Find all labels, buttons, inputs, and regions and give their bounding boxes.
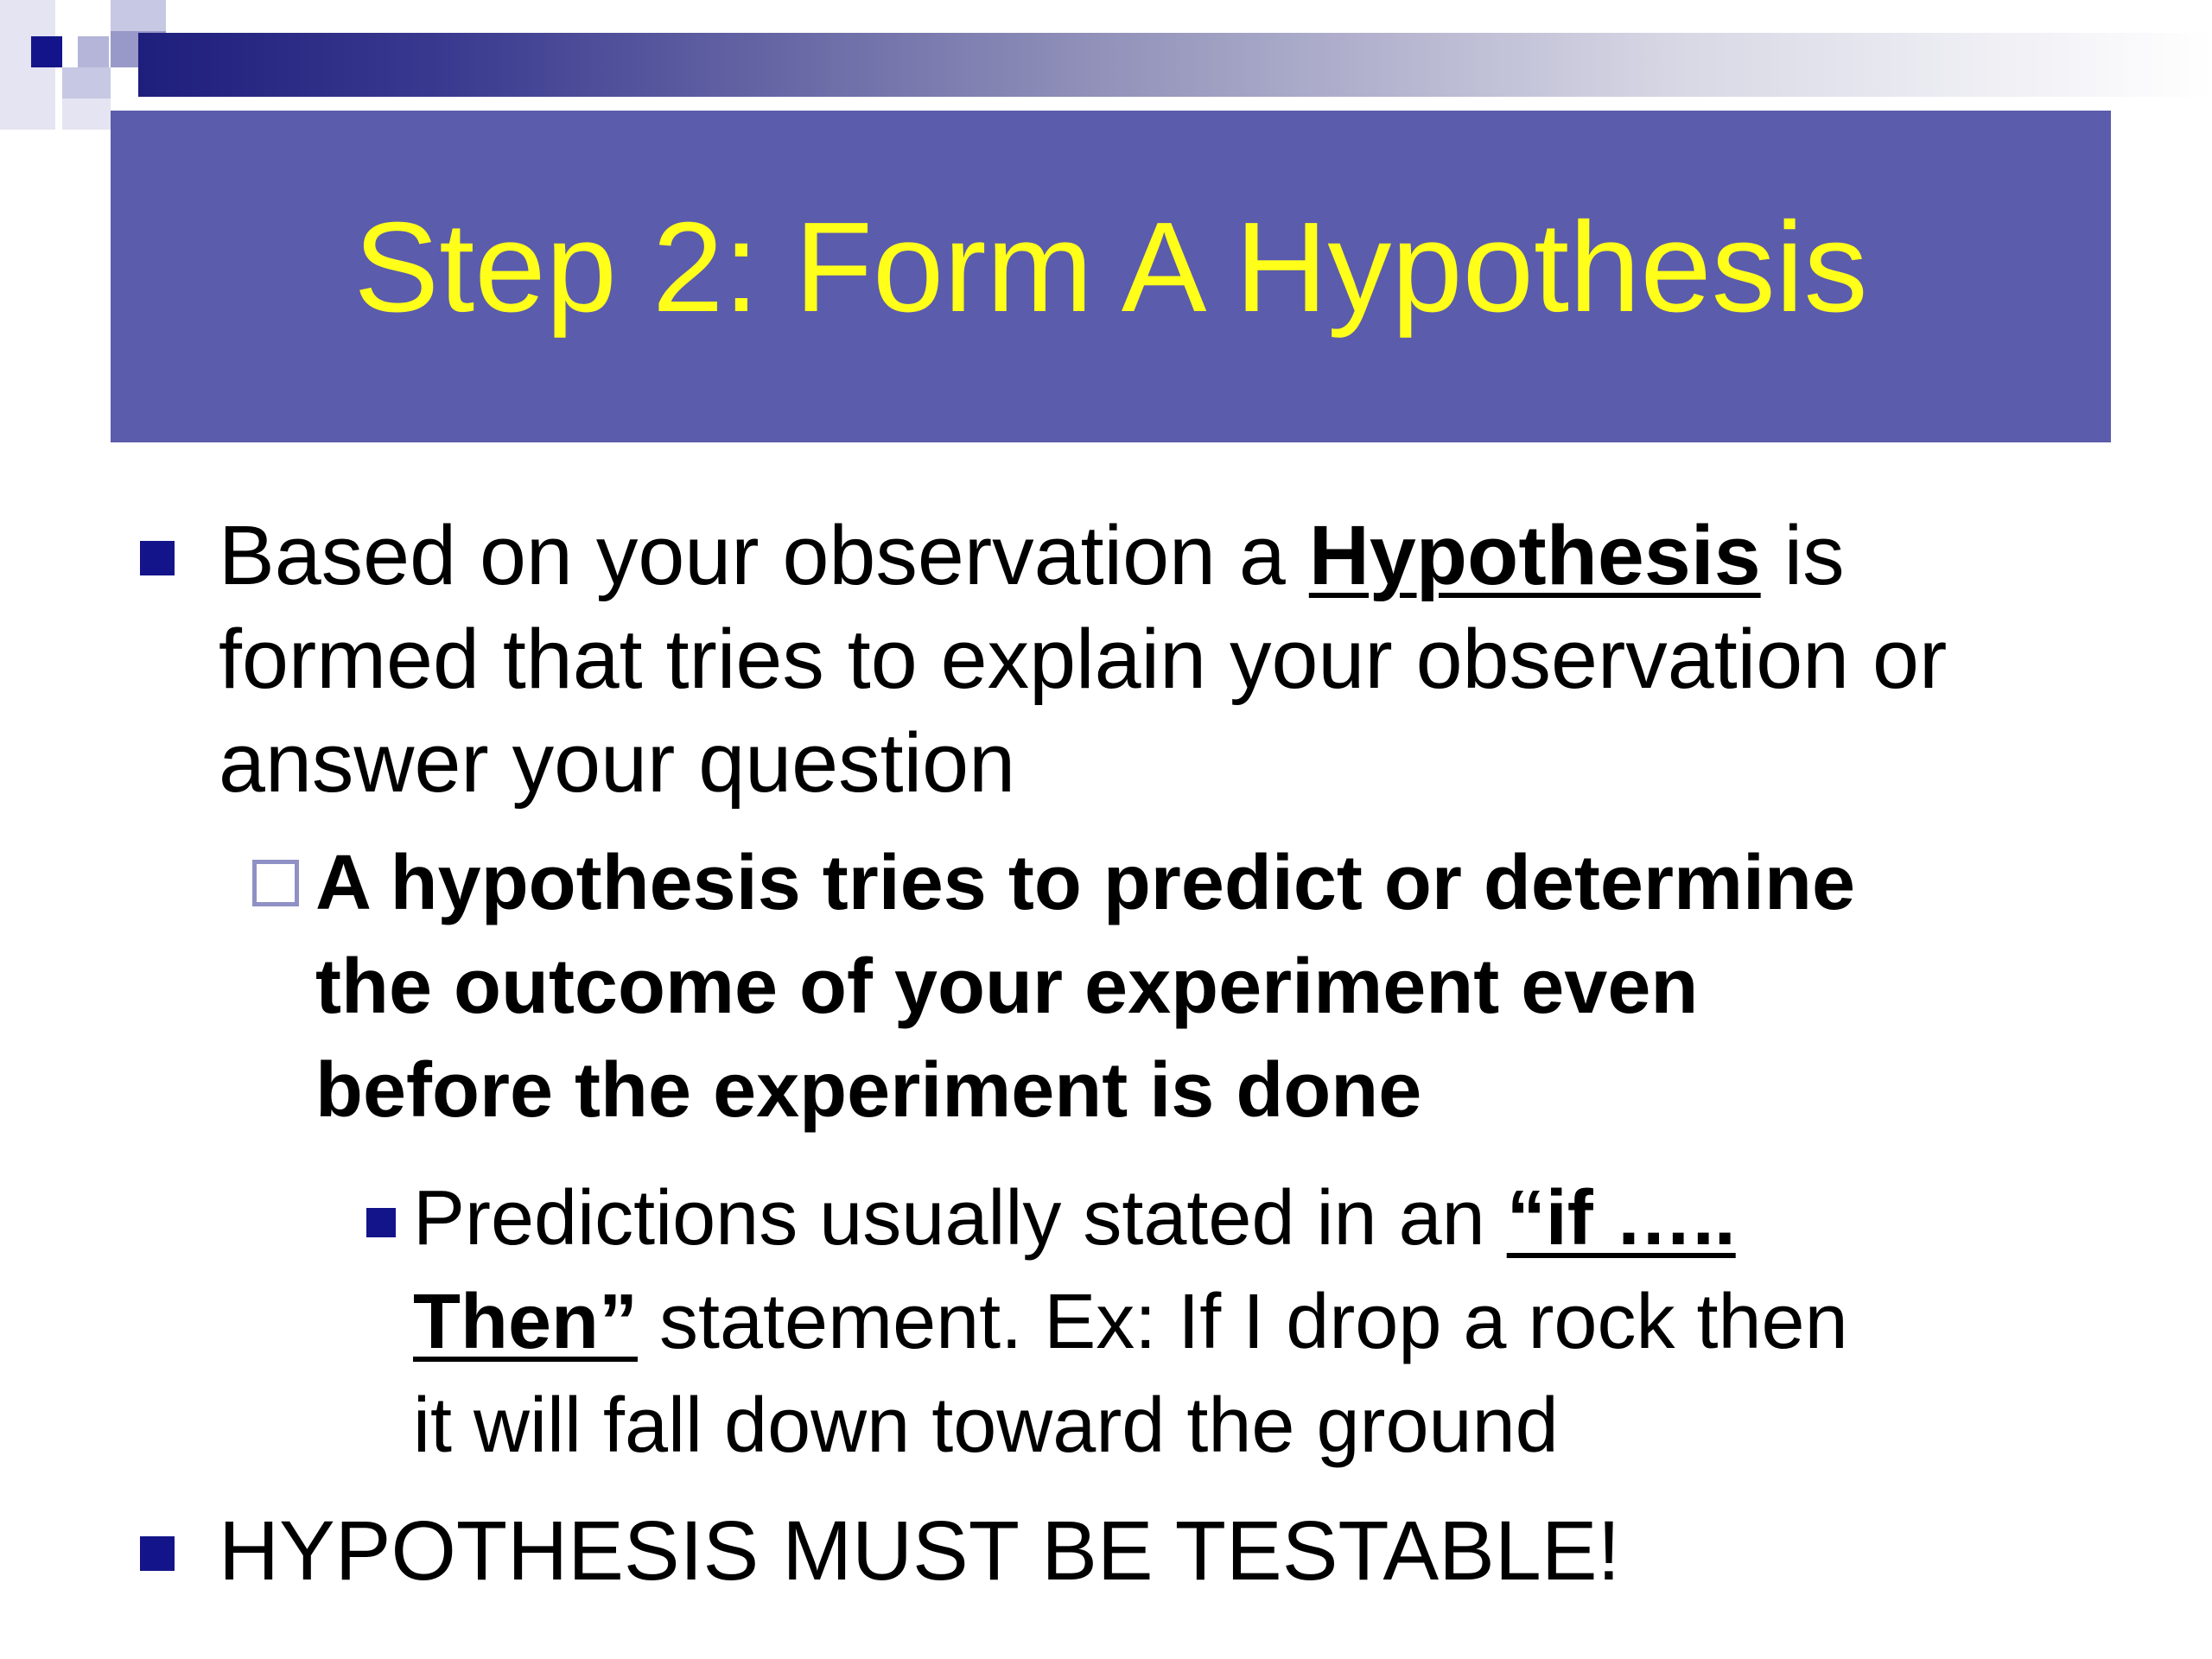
square-bullet-icon [140, 1536, 175, 1571]
text-run: statement. Ex: If I drop a rock then [637, 1279, 1848, 1365]
bullet-4-text [219, 1499, 1620, 1603]
bullet-3-line-3: it will fall down toward the ground [413, 1382, 1559, 1469]
bullet-2-text [315, 831, 1855, 1142]
corner-decoration-square [78, 36, 109, 67]
text-run: is [1760, 508, 1845, 602]
bullet-3-line-1 [413, 1166, 1848, 1270]
if-then-term: Then” [413, 1279, 638, 1365]
bullet-1-line-1 [219, 504, 1947, 607]
corner-decoration-square [31, 36, 62, 67]
bullet-4-line-1: HYPOTHESIS MUST BE TESTABLE! [219, 1503, 1621, 1598]
bullet-2-line-1: A hypothesis tries to predict or determine [315, 840, 1856, 926]
bullet-2-line-2: the outcome of your experiment even [315, 944, 1699, 1030]
slide-title: Step 2: Form A Hypothesis [353, 196, 1868, 339]
corner-decoration-square [55, 0, 111, 35]
if-then-term: “if ….. [1506, 1175, 1736, 1262]
corner-decoration-square [111, 0, 166, 35]
bullet-1-line-3: answer your question [219, 715, 1016, 810]
square-bullet-icon [140, 541, 175, 575]
header-gradient-bar [138, 33, 2212, 97]
title-banner [111, 111, 2111, 442]
square-bullet-icon [366, 1208, 396, 1237]
bullet-1-line-2: formed that tries to explain your observation or [219, 612, 1948, 706]
bullet-2-line-3: before the experiment is done [315, 1047, 1422, 1134]
bullet-1-text [219, 504, 1947, 815]
bullet-3-line-2 [413, 1270, 1848, 1374]
text-run: Based on your observation a [219, 508, 1309, 602]
corner-decoration-square [62, 67, 111, 99]
hypothesis-term: Hypothesis [1308, 508, 1761, 602]
text-run: Predictions usually stated in an [413, 1175, 1507, 1262]
bullet-3-text [413, 1166, 1848, 1478]
corner-decoration-square [62, 99, 111, 130]
hollow-square-bullet-icon [252, 860, 299, 906]
